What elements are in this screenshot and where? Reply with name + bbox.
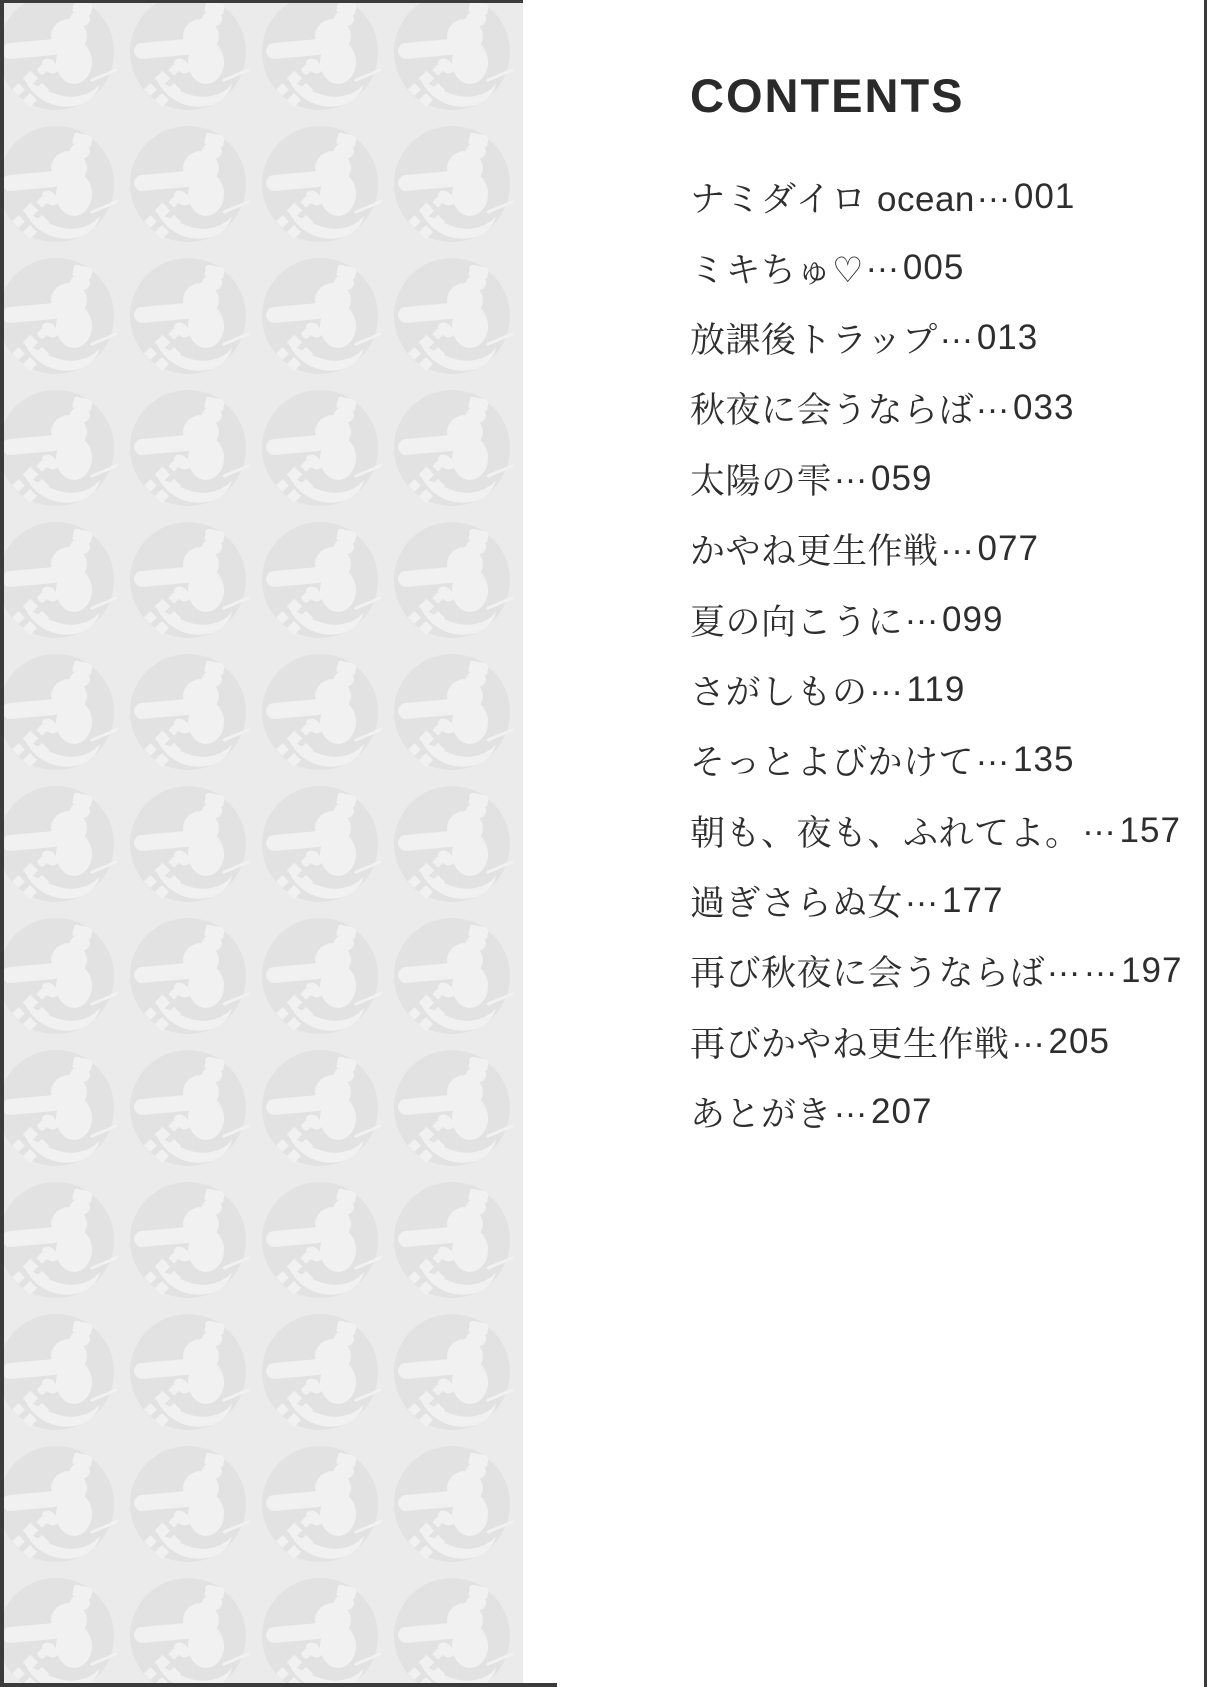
entry-page-number: 135 [1013, 740, 1075, 780]
entry-title: 放課後トラップ [690, 320, 938, 360]
entry-title: 太陽の雫 [690, 461, 833, 501]
entry-leader-dots: … [975, 170, 1013, 210]
toc-entry [690, 584, 1182, 654]
entry-title: 夏の向こうに [690, 602, 904, 642]
entry-page-number: 099 [942, 599, 1004, 639]
page-title: CONTENTS [690, 69, 965, 122]
entry-leader-dots: …… [1046, 945, 1121, 985]
entry-page-number: 005 [902, 247, 965, 287]
entry-leader-dots: … [833, 452, 871, 492]
scan-edge-left [0, 0, 4, 1687]
toc-entry [690, 725, 1182, 795]
entry-leader-dots: … [868, 663, 906, 703]
toc-entry [690, 303, 1182, 373]
entry-page-number: 207 [871, 1092, 933, 1132]
entry-title: ミキちゅ♡ [690, 250, 864, 290]
toc-entry [690, 655, 1182, 725]
entry-leader-dots: … [939, 522, 977, 562]
entry-page-number: 013 [976, 317, 1039, 357]
toc-entry [690, 1007, 1182, 1077]
entry-title: あとがき [690, 1095, 833, 1135]
entry-title: 再び秋夜に会うならば [690, 954, 1046, 994]
entry-page-number: 205 [1048, 1021, 1110, 1061]
entry-title: かやね更生作戦 [690, 532, 939, 572]
entry-page-number: 033 [1013, 388, 1075, 428]
entry-page-number: 059 [871, 458, 933, 498]
toc-entry [690, 514, 1182, 584]
entry-title: さがしもの [690, 672, 868, 712]
entry-leader-dots: … [833, 1085, 871, 1125]
toc-entry [690, 1077, 1182, 1147]
entry-page-number: 119 [906, 669, 966, 709]
toc-entry [690, 162, 1182, 232]
entry-title: 朝も、夜も、ふれてよ。 [690, 813, 1081, 853]
toc-entry [690, 232, 1182, 302]
entry-title: ナミダイロ ocean [690, 180, 975, 220]
seahorse-medallion-pattern [0, 0, 523, 1687]
entry-title: 秋夜に会うならば [690, 391, 975, 431]
entry-title: 過ぎさらぬ女 [690, 884, 904, 924]
background-pattern-panel [0, 0, 523, 1687]
entry-page-number: 077 [977, 529, 1039, 569]
entry-leader-dots: … [1081, 804, 1119, 844]
entry-leader-dots: … [864, 241, 902, 281]
entry-leader-dots: … [975, 382, 1013, 422]
entry-leader-dots: … [904, 593, 942, 633]
toc-entry [690, 796, 1182, 866]
entry-title: 再びかやね更生作戦 [690, 1024, 1010, 1064]
toc-entry [690, 444, 1182, 514]
entry-page-number: 197 [1121, 951, 1183, 991]
toc-entry [690, 936, 1182, 1006]
entry-leader-dots: … [975, 734, 1013, 774]
scan-edge-top [0, 0, 523, 3]
entry-leader-dots: … [904, 874, 942, 914]
entry-page-number: 177 [942, 881, 1004, 921]
entry-page-number: 157 [1119, 810, 1181, 850]
entry-leader-dots: … [938, 311, 976, 351]
entry-leader-dots: … [1010, 1015, 1048, 1055]
entry-page-number: 001 [1013, 177, 1076, 217]
toc-entry [690, 373, 1182, 443]
toc-list [690, 162, 1182, 1147]
scan-edge-bottom [0, 1683, 557, 1687]
entry-title: そっとよびかけて [690, 743, 975, 783]
toc-entry [690, 866, 1182, 936]
